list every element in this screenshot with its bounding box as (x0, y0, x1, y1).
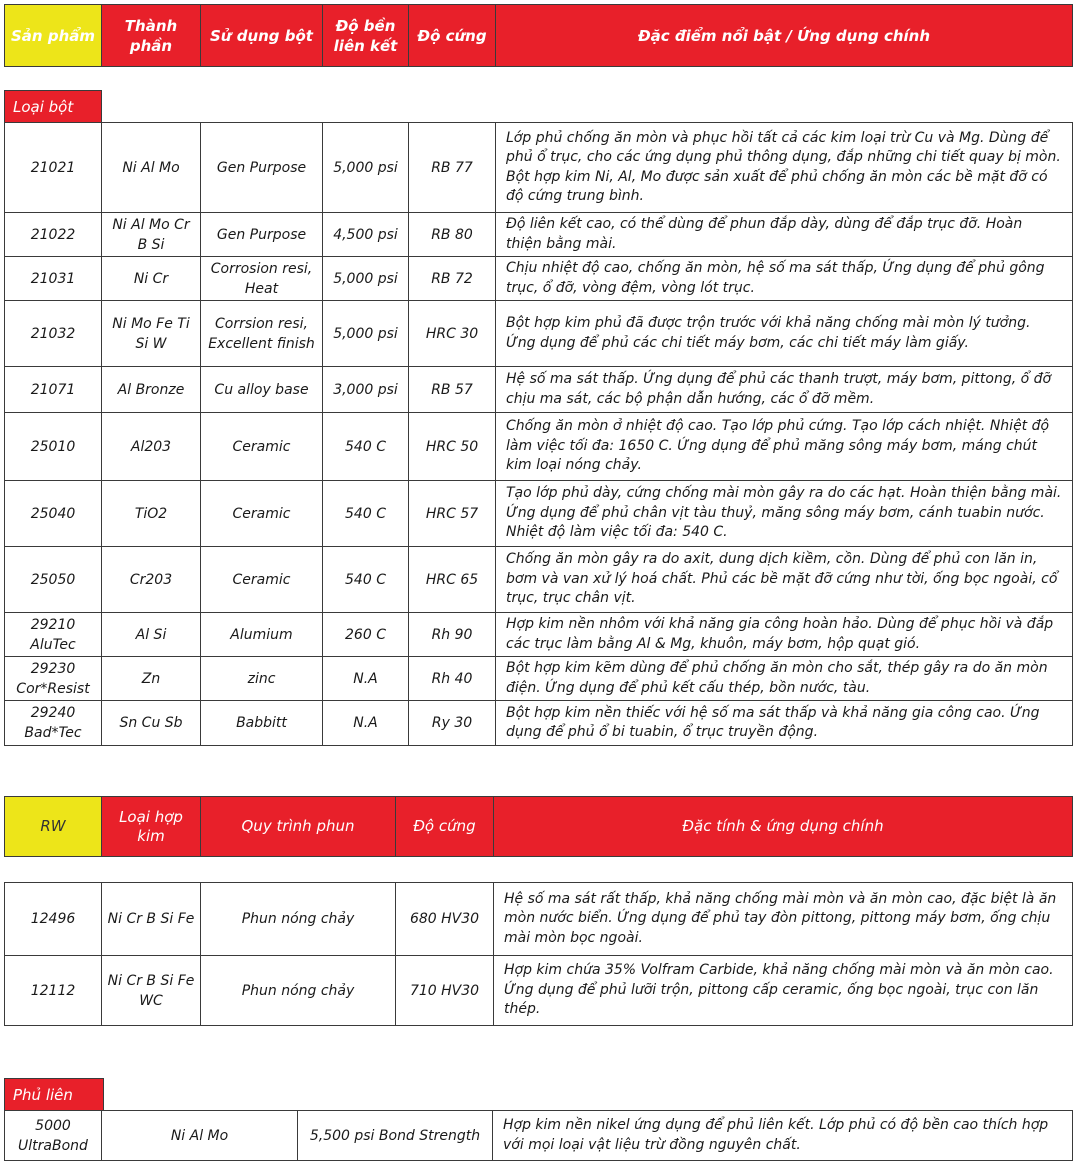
bond-cell: N.A (323, 701, 409, 746)
alloy-cell: Ni Cr B Si Fe (102, 883, 201, 956)
product-cell: 21032 (5, 301, 102, 367)
description-cell: Hợp kim nền nikel ứng dụng để phủ liên kết. Lớp phủ có độ bền cao thích hợp với mọi loại vật liệu trừ đồng nguyên chất. (493, 1111, 1073, 1161)
product-cell: 29240 Bad*Tec (5, 701, 102, 746)
table-row (5, 413, 1073, 481)
bond-cell: 540 C (323, 481, 409, 547)
product-cell: 29210 AluTec (5, 613, 102, 657)
table-row (5, 956, 1073, 1026)
bond-cell: 540 C (323, 547, 409, 613)
header-properties: Đặc tính & ứng dụng chính (494, 797, 1073, 857)
rw-cell: 12112 (5, 956, 102, 1026)
table-row (5, 883, 1073, 956)
product-cell: 25040 (5, 481, 102, 547)
composition-cell: Ni Al Mo (102, 1111, 298, 1161)
composition-cell: TiO2 (102, 481, 201, 547)
hardness-cell: Ry 30 (409, 701, 496, 746)
usage-cell: Cu alloy base (201, 367, 323, 413)
description-cell: Chịu nhiệt độ cao, chống ăn mòn, hệ số ma sát thấp, Ứng dụng để phủ gông trục, ổ đỡ, vòng đệm, vòng lót trục. (496, 257, 1073, 301)
usage-cell: Gen Purpose (201, 123, 323, 213)
usage-cell: zinc (201, 657, 323, 701)
composition-cell: Zn (102, 657, 201, 701)
rw-cell: 12496 (5, 883, 102, 956)
header-description: Đặc điểm nổi bật / Ứng dụng chính (496, 5, 1073, 67)
composition-cell: Cr203 (102, 547, 201, 613)
composition-cell: Al203 (102, 413, 201, 481)
table1-header (4, 4, 1073, 67)
composition-cell: Ni Al Mo Cr B Si (102, 213, 201, 257)
hardness-cell: Rh 40 (409, 657, 496, 701)
description-cell: Chống ăn mòn gây ra do axit, dung dịch kiềm, cồn. Dùng để phủ con lăn in, bơm và van xử lý hoá chất. Phủ các bề mặt đỡ cứng như tời, ống bọc ngoài, cổ trục, trục chân vịt. (496, 547, 1073, 613)
hardness-cell: HRC 65 (409, 547, 496, 613)
bond-cell: 5,000 psi (323, 301, 409, 367)
description-cell: Lớp phủ chống ăn mòn và phục hồi tất cả các kim loại trừ Cu và Mg. Dùng để phủ ổ trục, cho các ứng dụng phủ thông dụng, đắp những chi tiết quay bị mòn. Bột hợp kim Ni, Al, Mo được sản xuất để phủ chống ăn mòn các bề mặt đỡ có độ cứng trung bình. (496, 123, 1073, 213)
header-process: Quy trình phun (201, 797, 396, 857)
hardness-cell: HRC 57 (409, 481, 496, 547)
usage-cell: Corrsion resi, Excellent finish (201, 301, 323, 367)
table-row (5, 547, 1073, 613)
hardness-cell: RB 57 (409, 367, 496, 413)
product-cell: 21022 (5, 213, 102, 257)
hardness-cell: 710 HV30 (396, 956, 494, 1026)
product-cell: 21071 (5, 367, 102, 413)
table-row (5, 613, 1073, 657)
bond-cell: 5,000 psi (323, 257, 409, 301)
bond-cell: 3,000 psi (323, 367, 409, 413)
usage-cell: Ceramic (201, 481, 323, 547)
table1-body (4, 122, 1073, 746)
hardness-cell: RB 77 (409, 123, 496, 213)
header-rw: RW (5, 797, 102, 857)
hardness-cell: RB 80 (409, 213, 496, 257)
table-row (5, 301, 1073, 367)
hardness-cell: Rh 90 (409, 613, 496, 657)
description-cell: Độ liên kết cao, có thể dùng để phun đắp dày, dùng để đắp trục đỡ. Hoàn thiện bằng mài. (496, 213, 1073, 257)
product-cell: 25010 (5, 413, 102, 481)
table-row (5, 213, 1073, 257)
process-cell: Phun nóng chảy (201, 883, 396, 956)
table-row (5, 257, 1073, 301)
description-cell: Chống ăn mòn ở nhiệt độ cao. Tạo lớp phủ cứng. Tạo lớp cách nhiệt. Nhiệt độ làm việc tối đa: 1650 C. Ứng dụng để phủ măng sông máy bơm, máng chút kim loại nóng chảy. (496, 413, 1073, 481)
product-cell: 5000 UltraBond (5, 1111, 102, 1161)
product-cell: 25050 (5, 547, 102, 613)
product-cell: 29230 Cor*Resist (5, 657, 102, 701)
bond-cell: N.A (323, 657, 409, 701)
section-label-bond-coat: Phủ liên kết (4, 1078, 104, 1110)
usage-cell: Babbitt (201, 701, 323, 746)
table2-header (4, 796, 1073, 857)
header-product: Sản phẩm (5, 5, 102, 67)
hardness-cell: RB 72 (409, 257, 496, 301)
table-row (5, 701, 1073, 746)
product-cell: 21021 (5, 123, 102, 213)
table-row (5, 367, 1073, 413)
description-cell: Bột hợp kim phủ đã được trộn trước với khả năng chống mài mòn lý tưởng. Ứng dụng để phủ các chi tiết máy bơm, các chi tiết máy làm giấy. (496, 301, 1073, 367)
header-bond: Độ bền liên kết (323, 5, 409, 67)
bond-cell: 5,500 psi Bond Strength (298, 1111, 493, 1161)
description-cell: Hợp kim chứa 35% Volfram Carbide, khả năng chống mài mòn và ăn mòn cao. Ứng dụng để phủ lưỡi trộn, pittong cấp ceramic, ống bọc ngoài, trục con lăn thép. (494, 956, 1073, 1026)
header-composition: Thành phần (102, 5, 201, 67)
table-row (5, 657, 1073, 701)
table-row (5, 123, 1073, 213)
bond-cell: 5,000 psi (323, 123, 409, 213)
composition-cell: Al Bronze (102, 367, 201, 413)
composition-cell: Al Si (102, 613, 201, 657)
header-alloy: Loại hợp kim (102, 797, 201, 857)
table-row (5, 481, 1073, 547)
description-cell: Tạo lớp phủ dày, cứng chống mài mòn gây ra do các hạt. Hoàn thiện bằng mài. Ứng dụng để phủ chân vịt tàu thuỷ, măng sông máy bơm, cánh tuabin nước. Nhiệt độ làm việc tối đa: 540 C. (496, 481, 1073, 547)
usage-cell: Gen Purpose (201, 213, 323, 257)
usage-cell: Corrosion resi, Heat (201, 257, 323, 301)
hardness-cell: 680 HV30 (396, 883, 494, 956)
composition-cell: Sn Cu Sb (102, 701, 201, 746)
header-hardness: Độ cứng (409, 5, 496, 67)
product-cell: 21031 (5, 257, 102, 301)
header-usage: Sử dụng bột (201, 5, 323, 67)
description-cell: Hệ số ma sát rất thấp, khả năng chống mài mòn và ăn mòn cao, đặc biệt là ăn mòn nước biển. Ứng dụng để phủ tay đòn pittong, pittong máy bơm, ống chịu mài mòn bọc ngoài. (494, 883, 1073, 956)
composition-cell: Ni Mo Fe Ti Si W (102, 301, 201, 367)
usage-cell: Ceramic (201, 413, 323, 481)
usage-cell: Alumium (201, 613, 323, 657)
usage-cell: Ceramic (201, 547, 323, 613)
description-cell: Hợp kim nền nhôm với khả năng gia công hoàn hảo. Dùng để phục hồi và đắp các trục làm bằng Al & Mg, khuôn, máy bơm, hộp quạt gió. (496, 613, 1073, 657)
description-cell: Bột hợp kim kẽm dùng để phủ chống ăn mòn cho sắt, thép gây ra do ăn mòn điện. Ứng dụng để phủ kết cấu thép, bồn nước, tàu. (496, 657, 1073, 701)
composition-cell: Ni Al Mo (102, 123, 201, 213)
bond-cell: 540 C (323, 413, 409, 481)
hardness-cell: HRC 30 (409, 301, 496, 367)
header-hardness2: Độ cứng (396, 797, 494, 857)
alloy-cell: Ni Cr B Si Fe WC (102, 956, 201, 1026)
bond-cell: 4,500 psi (323, 213, 409, 257)
bond-cell: 260 C (323, 613, 409, 657)
table2-body (4, 882, 1073, 1026)
description-cell: Bột hợp kim nền thiếc với hệ số ma sát thấp và khả năng gia công cao. Ứng dụng để phủ ổ bi tuabin, ổ trục truyền động. (496, 701, 1073, 746)
section-label-powder: Loại bột (4, 90, 102, 122)
composition-cell: Ni Cr (102, 257, 201, 301)
description-cell: Hệ số ma sát thấp. Ứng dụng để phủ các thanh trượt, máy bơm, pittong, ổ đỡ chịu ma sát, các bộ phận dẫn hướng, các ổ đỡ mềm. (496, 367, 1073, 413)
table3-body (4, 1110, 1073, 1161)
process-cell: Phun nóng chảy (201, 956, 396, 1026)
hardness-cell: HRC 50 (409, 413, 496, 481)
table-row (5, 1111, 1073, 1161)
